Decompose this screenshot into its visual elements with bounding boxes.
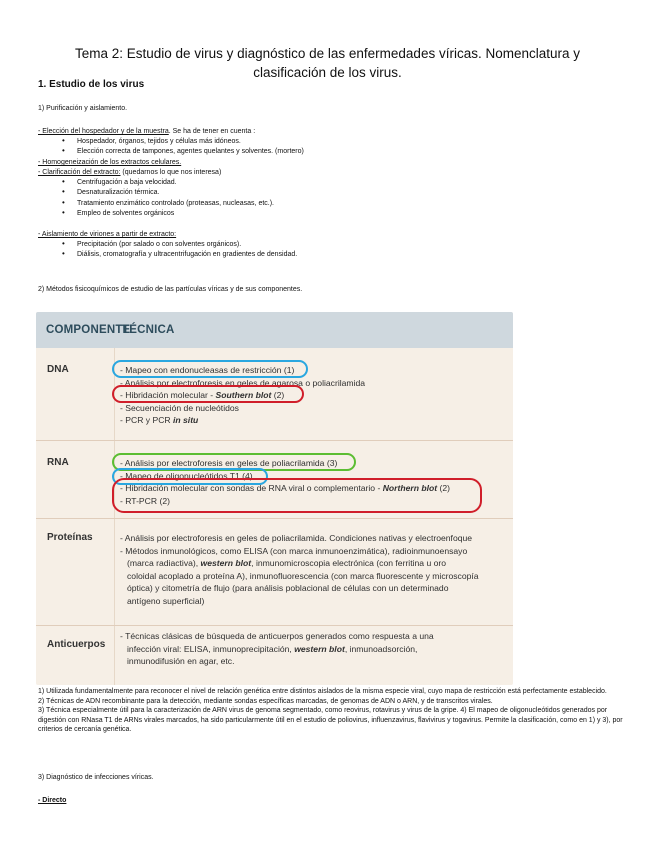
list-item: • Diálisis, cromatografía y ultracentrifugación en gradientes de densidad. (62, 250, 297, 260)
protein-techniques (120, 532, 479, 607)
section-heading: 1. Estudio de los virus (38, 79, 145, 90)
paragraph-text: . Se ha de tener en cuenta : (168, 128, 256, 135)
antibody-techniques (120, 630, 434, 668)
technique-line: - Secuenciación de nucleótidos (120, 402, 239, 413)
subsection-heading: 2) Métodos fisicoquímicos de estudio de las partículas víricas y de sus componentes. (38, 286, 303, 293)
technique-line (120, 414, 365, 427)
footnote: 2) Técnicas de ADN recombinante para la detección, mediante sondas específicas marcadas, de genomas de ADN o ARN, y de transcritos virales. (38, 697, 493, 705)
technique-line: óptica) y citometría de flujo (para análisis poblacional de células con un determinado (127, 583, 449, 593)
row-divider (36, 518, 513, 519)
technique-text: , inmunomicroscopia electrónica (con ferritina u oro (251, 558, 447, 568)
paragraph-text: (quedarnos lo que nos interesa) (120, 169, 222, 176)
footnote: 1) Utilizada fundamentalmente para reconocer el nivel de relación genética entre distintos aislados de la misma especie viral, cuyo mapa de restricción está perfectamente establecido. (38, 688, 607, 695)
underlined-label: - Clarificación del extracto: (38, 169, 121, 176)
technique-line: - Análisis por electroforesis en geles de poliacrilamida (3) (120, 458, 338, 468)
list-item: • Empleo de solventes orgánicos (62, 209, 274, 219)
bullet-list (62, 137, 304, 158)
technique-line: - Mapeo de oligonucleótidos T1 (4) (120, 470, 253, 481)
column-header-componente: COMPONENTE (46, 324, 131, 336)
bullet-list (62, 240, 297, 261)
highlight-circle-red (112, 478, 482, 513)
technique-line: - Técnicas clásicas de búsqueda de anticuerpos generados como respuesta a una (120, 631, 434, 641)
list-item: • Precipitación (por salado o con solventes orgánicos). (62, 240, 297, 250)
paragraph-eleccion (38, 127, 255, 136)
highlight-circle-red (112, 385, 304, 403)
technique-italic: in situ (173, 415, 199, 425)
page-title: Tema 2: Estudio de virus y diagnóstico de las enfermedades víricas. Nomenclatura y clasificación de los virus. (75, 46, 580, 80)
footnotes (38, 687, 623, 735)
row-label-proteinas: Proteínas (47, 532, 93, 543)
highlight-circle-blue (112, 360, 308, 378)
paragraph-clarificacion (38, 168, 221, 177)
bullet-list (62, 178, 274, 219)
paragraph-aislamiento: - Aislamiento de viriones a partir de extracto: (38, 231, 177, 238)
technique-line: antígeno superficial) (127, 595, 205, 606)
technique-line: inmunodifusión en agar, etc. (127, 656, 235, 666)
list-item: • Desnaturalización térmica. (62, 188, 274, 198)
list-item: • Elección correcta de tampones, agentes quelantes y solventes. (mortero) (62, 147, 304, 157)
subheading-directo: - Directo (38, 797, 67, 804)
technique-text: - Hibridación molecular con sondas de RNA viral o complementario - (120, 483, 383, 493)
technique-text: (marca radiactiva), (127, 558, 201, 568)
footnote: 3) Técnica especialmente útil para la caracterización de ARN virus de genoma segmentado, como reovirus, rotavirus y virus de la gripe. 4) El mapeo de oligonucleótidos generados por digestión con RNasa T1 de ARNs virales marcados, ha sido particularmente útil en el estudio de poliovirus, influenzavirus, flavivirus y togavirus. Permite la clasificación, como en 1) y 3), por criterios de cercanía genética. (38, 707, 623, 734)
technique-text: infección viral: ELISA, inmunoprecipitación, (127, 643, 295, 654)
technique-italic: Northern blot (382, 483, 438, 493)
row-divider (36, 440, 513, 441)
technique-line: - Análisis por electroforesis en geles de agarosa o poliacrilamida (120, 377, 366, 388)
technique-line: - RT-PCR (2) (120, 495, 170, 506)
subsection-heading: 3) Diagnóstico de infecciones víricas. (38, 774, 154, 781)
technique-text: (2) (271, 390, 285, 400)
list-item: • Centrifugación a baja velocidad. (62, 178, 274, 188)
row-label-dna: DNA (47, 364, 69, 375)
technique-line: coloidal acoplado a proteína A), inmunofluorescencia (con marca fluorescente y microscopía (127, 570, 479, 581)
technique-line: - Análisis por electroforesis en geles de poliacrilamida. Condiciones nativas y electroenfoque (120, 533, 473, 543)
technique-line: - Métodos inmunológicos, como ELISA (con marca inmunoenzimática), radioinmunoensayo (120, 545, 468, 556)
technique-line: - Mapeo con endonucleasas de restricción (1) (120, 365, 295, 375)
list-item: • Tratamiento enzimático controlado (proteasas, nucleasas, etc.). (62, 199, 274, 209)
row-divider (36, 625, 513, 626)
list-item: • Hospedador, órganos, tejidos y células más idóneos. (62, 137, 304, 147)
row-label-rna: RNA (47, 457, 69, 468)
subsection-heading: 1) Purificación y aislamiento. (38, 105, 128, 112)
technique-text: - Hibridación molecular - (120, 390, 216, 400)
technique-text: , inmunoadsorción, (344, 643, 418, 654)
technique-italic: western blot (294, 643, 345, 654)
technique-line (120, 557, 479, 570)
technique-text: (2) (437, 483, 451, 493)
techniques-table-figure (36, 312, 513, 685)
technique-italic: Southern blot (215, 390, 272, 400)
column-header-tecnica: TÉCNICA (122, 324, 175, 336)
row-label-anticuerpos: Anticuerpos (47, 639, 106, 650)
technique-italic: western blot (200, 558, 252, 568)
underlined-label: - Elección del hospedador y de la muestra (38, 128, 169, 135)
technique-line (120, 643, 434, 656)
paragraph-homogeneizacion: - Homogeneización de los extractos celulares. (38, 159, 182, 166)
technique-text: - PCR y PCR (120, 415, 173, 425)
